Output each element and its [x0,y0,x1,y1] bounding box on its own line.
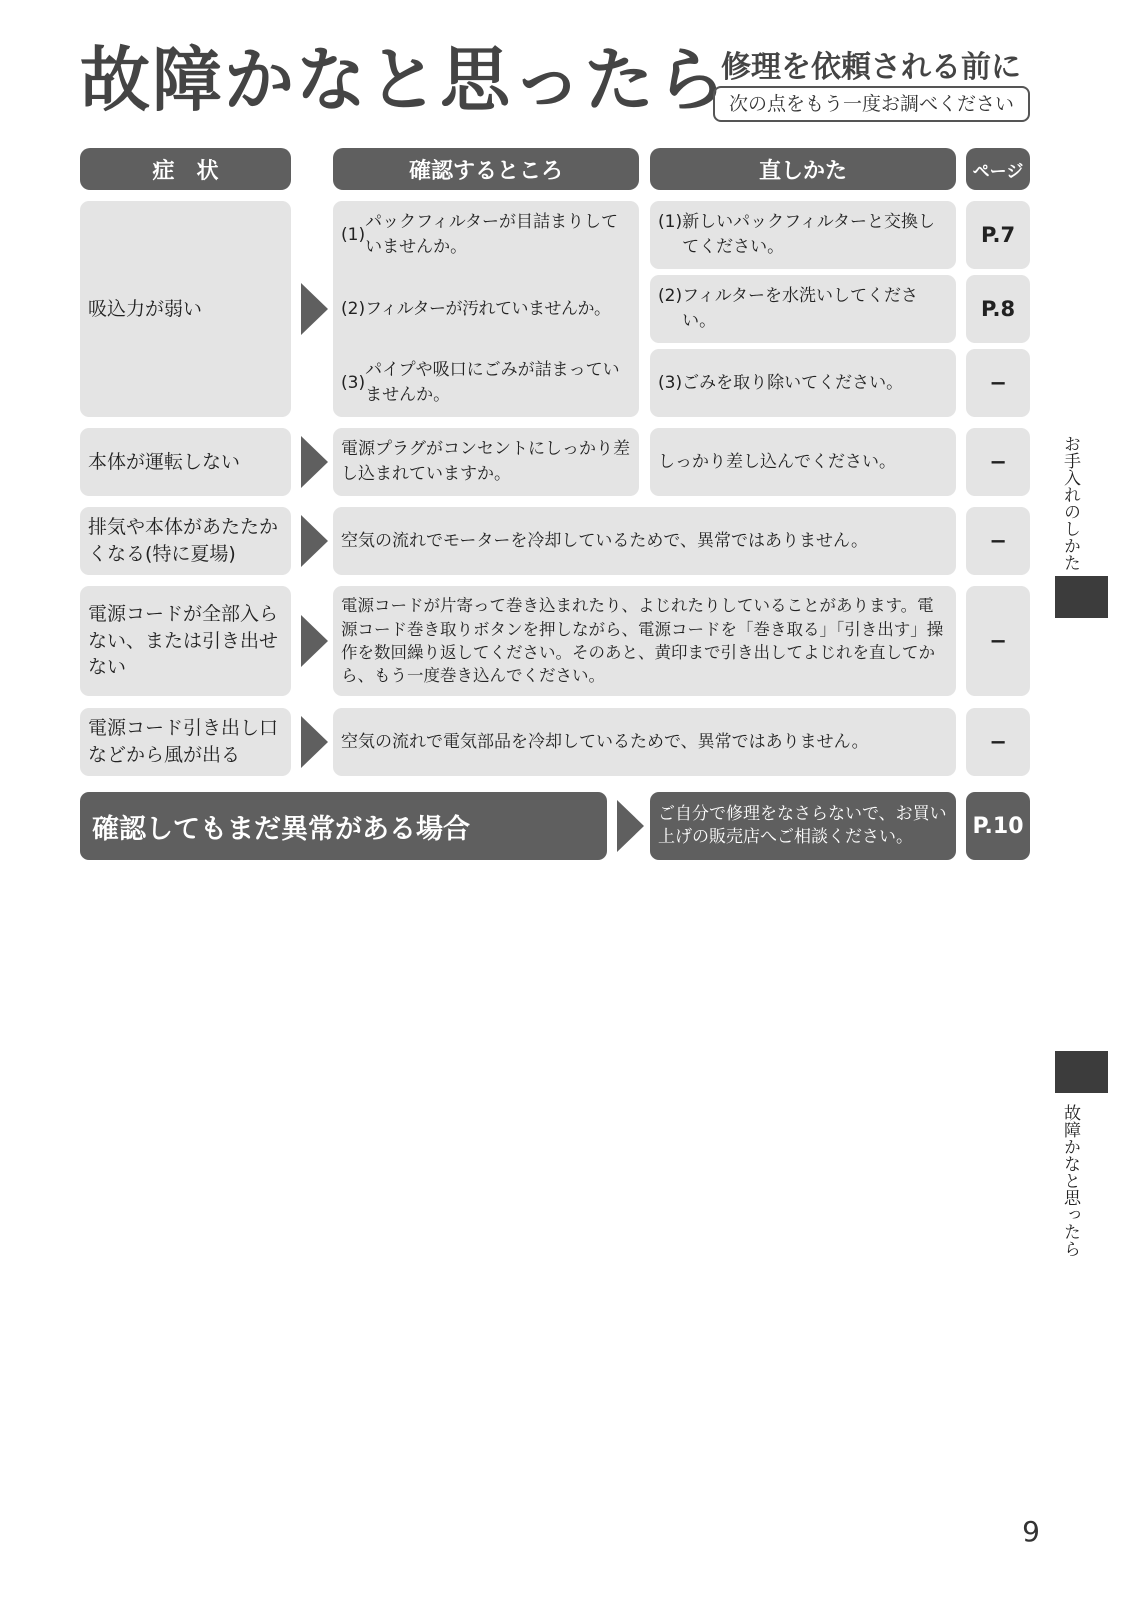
fix-text: ごみを取り除いてください。 [682,372,904,393]
check-item [341,209,631,261]
subtitle-note-box: 次の点をもう一度お調べください [713,86,1030,122]
item-number: (3) [658,372,683,393]
row-arrow-icon [301,515,328,567]
row-arrow-icon [301,436,328,488]
page-title: 故障かなと思ったら [80,39,728,121]
explanation-cell: 空気の流れで電気部品を冷却しているためで、異常ではありません。 [333,708,956,776]
check-text: パイプや吸口にごみが詰まっていませんか。 [365,360,620,405]
side-tab-marker [1055,576,1108,618]
fix-cell [650,201,956,269]
header-fix: 直しかた [650,148,956,190]
check-item [341,357,631,409]
item-number: (3) [341,372,366,393]
page-subtitle: 修理を依頼される前に [721,50,1021,85]
row-arrow-icon [301,615,328,667]
fix-text: フィルターを水洗いしてください。 [682,286,919,331]
header-page: ページ [966,148,1030,190]
check-cell: 電源プラグがコンセントにしっかり差し込まれていますか。 [333,428,639,496]
fix-text: 新しいパックフィルターと交換してください。 [682,212,936,257]
page-ref-cell: P.8 [966,275,1030,343]
row-arrow-icon [617,800,644,852]
check-item [341,283,631,335]
row-arrow-icon [301,283,328,335]
fix-cell [650,275,956,343]
page-ref-cell: − [966,708,1030,776]
side-tab-label-care: お手入れのしかた [1060,434,1080,571]
item-number: (2) [658,286,683,307]
check-text: フィルターが汚れていませんか。 [365,298,611,319]
symptom-cell: 電源コードが全部入らない、または引き出せない [80,586,291,696]
fix-cell: しっかり差し込んでください。 [650,428,956,496]
symptom-cell: 吸込力が弱い [80,201,291,417]
symptom-cell: 電源コード引き出し口などから風が出る [80,708,291,776]
fix-cell [650,349,956,417]
page-ref-cell: − [966,428,1030,496]
symptom-cell: 排気や本体があたたかくなる(特に夏場) [80,507,291,575]
page-ref-cell: P.7 [966,201,1030,269]
page-ref-cell: − [966,507,1030,575]
check-cell-group [333,201,639,417]
still-abnormal-title: 確認してもまだ異常がある場合 [80,792,607,860]
header-check: 確認するところ [333,148,639,190]
side-tab-marker-active [1055,1051,1108,1093]
header-symptom: 症 状 [80,148,291,190]
page-number: 9 [1022,1515,1040,1548]
item-number: (1) [658,212,683,233]
explanation-cell: 電源コードが片寄って巻き込まれたり、よじれたりしていることがあります。電源コード巻き取りボタンを押しながら、電源コードを「巻き取る」「引き出す」操作を数回繰り返してください。そのあと、黄印まで引き出してよじれを直してから、もう一度巻き込んでください。 [333,586,956,696]
page-ref-cell: − [966,586,1030,696]
page-ref-cell: − [966,349,1030,417]
page-ref-cell: P.10 [966,792,1030,860]
item-number: (1) [341,224,366,245]
row-arrow-icon [301,716,328,768]
side-tab-label-troubleshooting: 故障かなと思ったら [1060,1103,1080,1257]
check-text: パックフィルターが目詰まりしていませんか。 [365,212,619,257]
symptom-cell: 本体が運転しない [80,428,291,496]
contact-dealer-cell: ご自分で修理をなさらないで、お買い上げの販売店へご相談ください。 [650,792,956,860]
explanation-cell: 空気の流れでモーターを冷却しているためで、異常ではありません。 [333,507,956,575]
item-number: (2) [341,298,366,319]
